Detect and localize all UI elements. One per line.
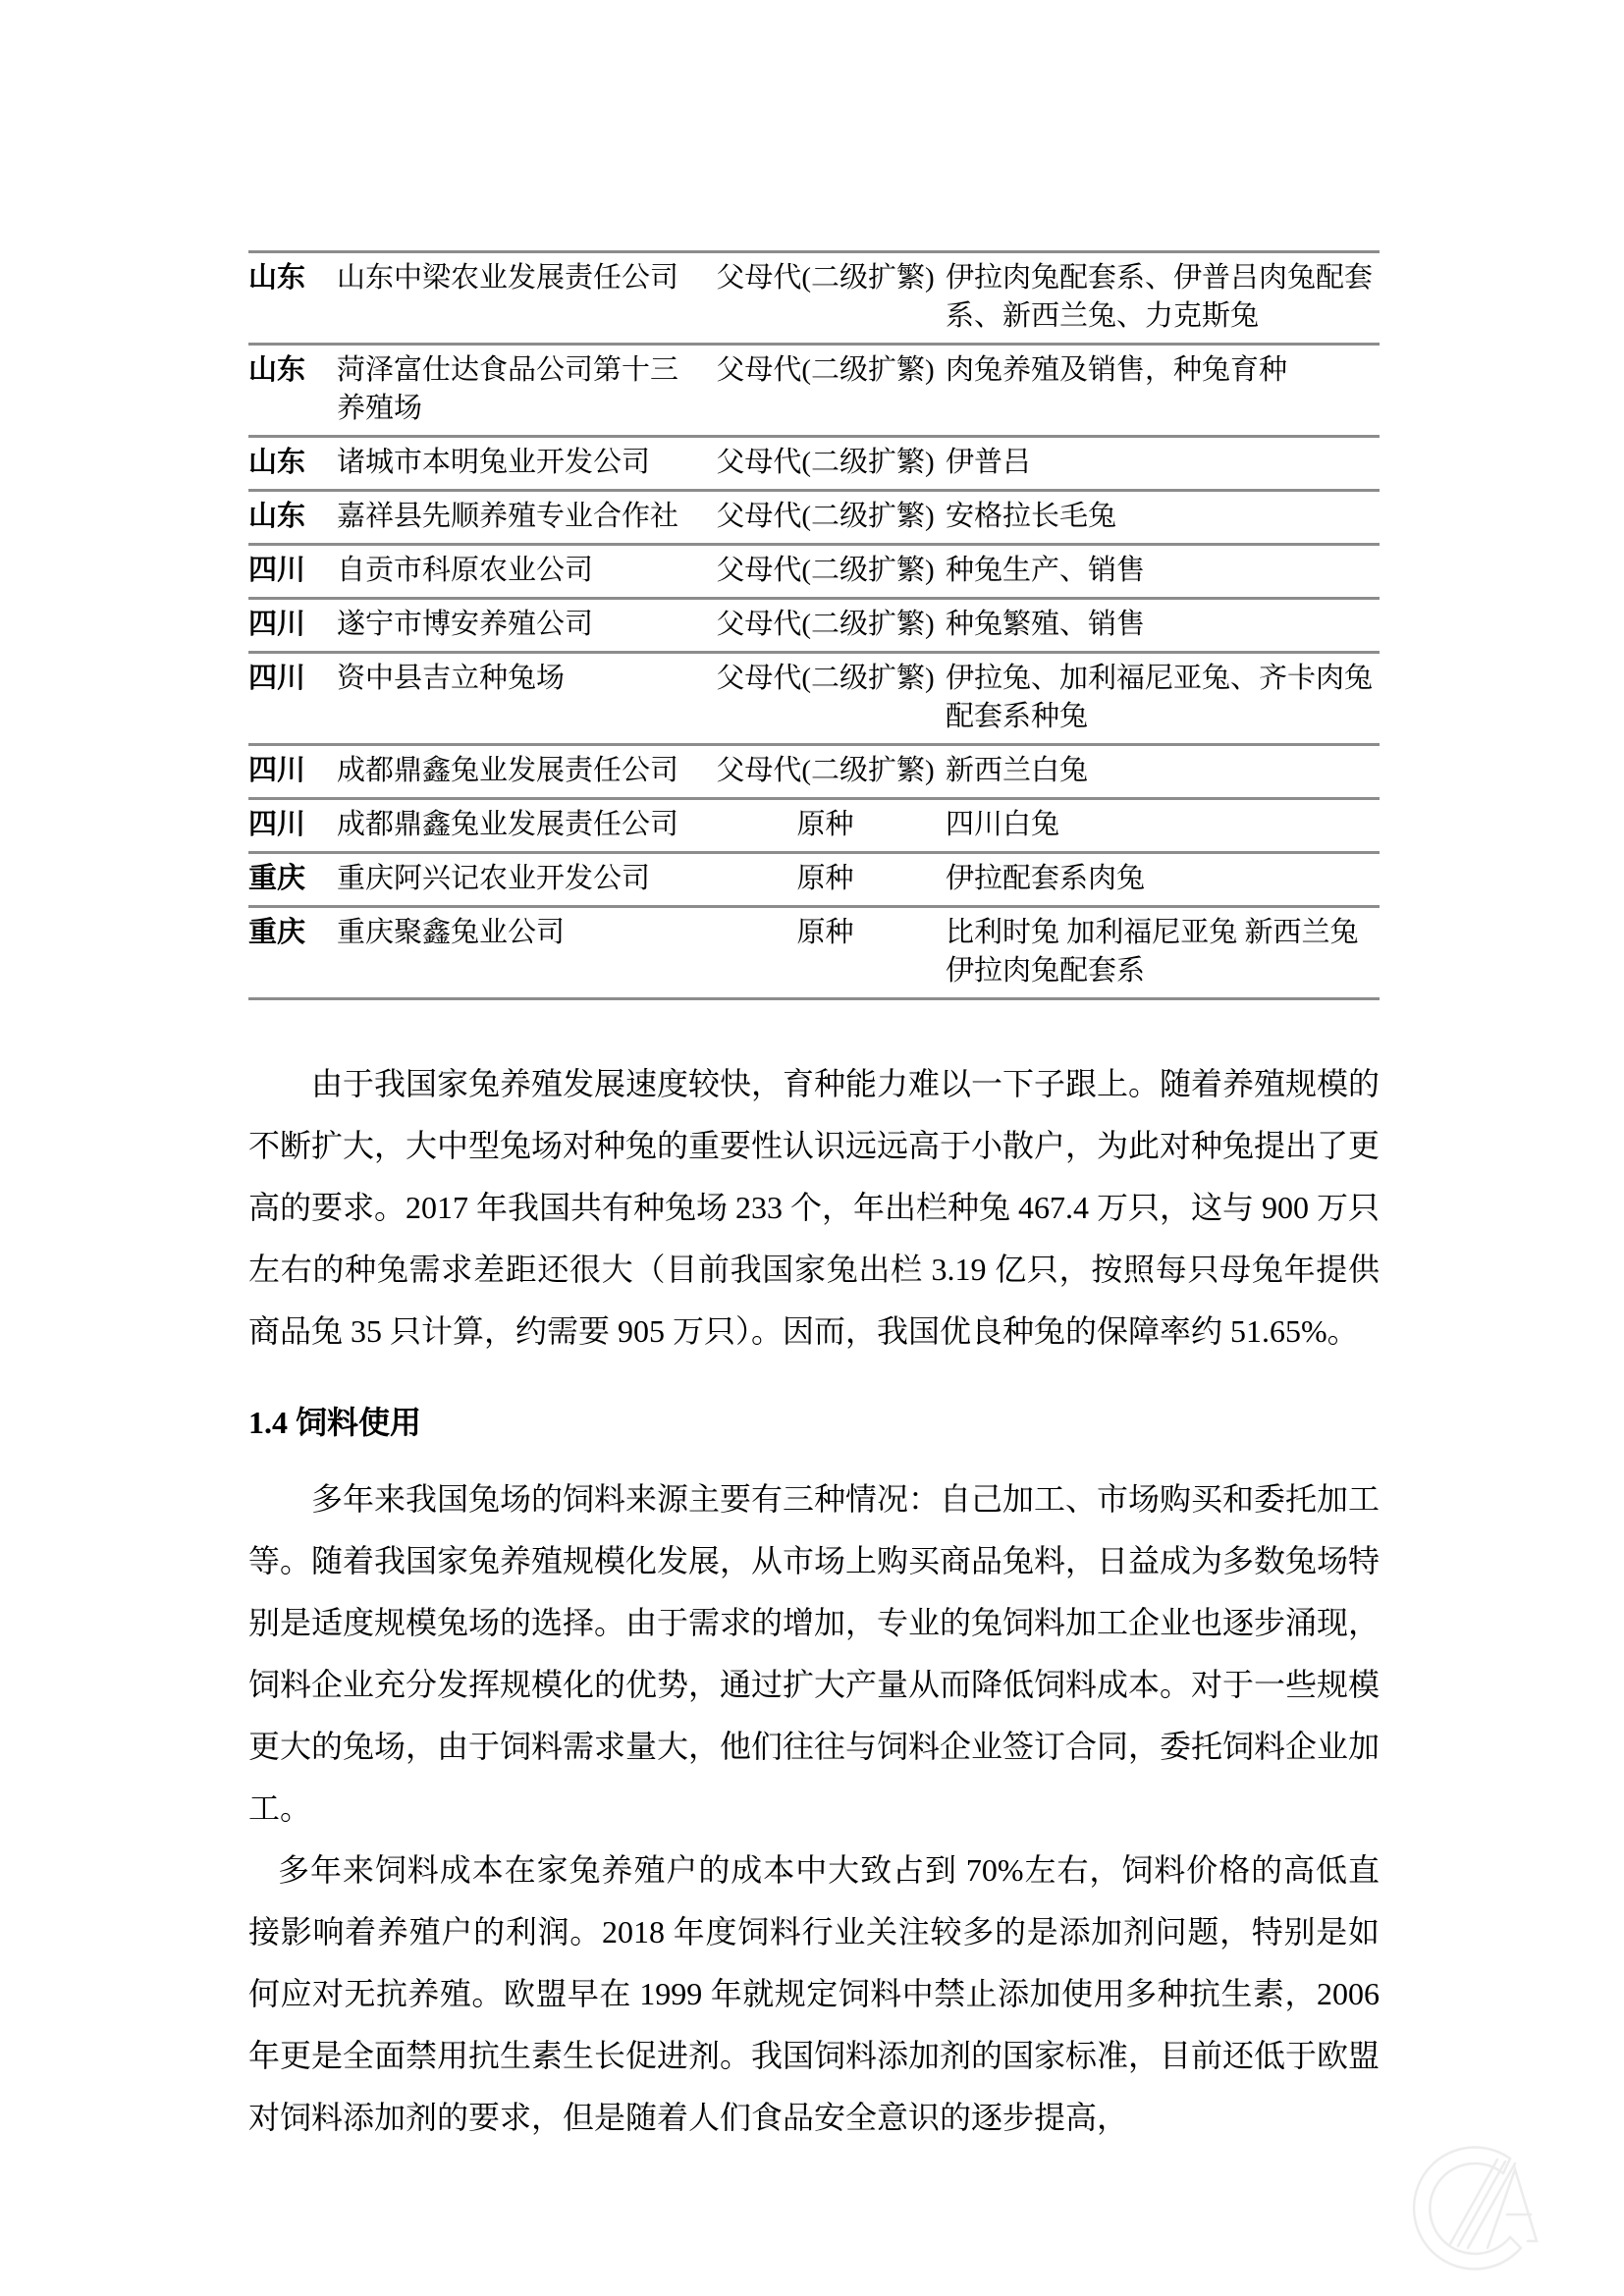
cell-province: 山东 [248,262,306,294]
cell-company: 遂宁市博安养殖公司 [337,609,594,640]
cell-breeding-type: 原种 [796,863,854,894]
cell-breeds: 伊拉配套系肉兔 [946,863,1146,894]
table-row [248,907,1380,999]
cell-company: 自贡市科原农业公司 [337,555,594,586]
cell-breeding-type: 原种 [796,917,854,948]
cell-province: 重庆 [248,863,306,894]
cell-province: 山东 [248,354,306,386]
cell-province: 山东 [248,447,306,478]
cell-province: 四川 [248,663,306,694]
cell-province: 四川 [248,555,306,586]
cell-breeding-type: 父母代(二级扩繁) [716,447,935,478]
cell-company: 重庆阿兴记农业开发公司 [337,863,651,894]
table-row [248,799,1380,853]
paragraph-feed-cost: 多年来饲料成本在家兔养殖户的成本中大致占到 70%左右，饲料价格的高低直接影响着养殖户的利润。2018 年度饲料行业关注较多的是添加剂问题，特别是如何应对无抗养殖。欧盟早在 1999 年就规定饲料中禁止添加使用多种抗生素，2006 年更是全面禁用抗生素生长促进剂。我国饲料添加剂的国家标准，目前还低于欧盟对饲料添加剂的要求，但是随着人们食品安全意识的逐步提高， [248,1852,1380,2135]
cell-province: 四川 [248,609,306,640]
table-row [248,545,1380,599]
cell-breeding-type: 父母代(二级扩繁) [716,755,935,786]
cell-breeds: 种兔生产、销售 [946,555,1146,586]
cell-company: 资中县吉立种兔场 [337,663,566,694]
cell-company: 成都鼎鑫兔业发展责任公司 [337,755,679,786]
cell-breeding-type: 父母代(二级扩繁) [716,663,935,694]
table-row [248,491,1380,545]
cell-breeds: 新西兰白兔 [946,755,1089,786]
cell-breeds: 种兔繁殖、销售 [946,609,1146,640]
cell-company: 重庆聚鑫兔业公司 [337,917,566,948]
cell-breeding-type: 父母代(二级扩繁) [716,354,935,386]
cell-breeding-type: 父母代(二级扩繁) [716,501,935,532]
cell-province: 四川 [248,809,306,840]
cell-breeds: 四川白兔 [946,809,1060,840]
cell-province: 山东 [248,501,306,532]
breeder-table-body [248,252,1380,999]
cell-breeds: 伊普吕 [946,447,1032,478]
cell-breeds: 比利时兔 加利福尼亚兔 新西兰兔 伊拉肉兔配套系 [946,917,1359,987]
paragraph-feed-sources: 多年来我国兔场的饲料来源主要有三种情况：自己加工、市场购买和委托加工等。随着我国家兔养殖规模化发展，从市场上购买商品兔料，日益成为多数兔场特别是适度规模兔场的选择。由于需求的增加，专业的兔饲料加工企业也逐步涌现，饲料企业充分发挥规模化的优势，通过扩大产量从而降低饲料成本。对于一些规模更大的兔场，由于饲料需求量大，他们往往与饲料企业签订合同，委托饲料企业加工。 [248,1481,1380,1826]
table-row [248,599,1380,653]
cell-province: 四川 [248,755,306,786]
cell-company: 诸城市本明兔业开发公司 [337,447,651,478]
table-row [248,853,1380,907]
watermark [1411,2140,1548,2277]
cell-breeds: 伊拉兔、加利福尼亚兔、齐卡肉兔配套系种兔 [946,663,1374,732]
cell-company: 山东中梁农业发展责任公司 [337,262,679,294]
section-heading-feed-usage: 1.4 饲料使用 [248,1405,422,1440]
cell-company: 成都鼎鑫兔业发展责任公司 [337,809,679,840]
table-row [248,745,1380,799]
cell-province: 重庆 [248,917,306,948]
cell-breeds: 伊拉肉兔配套系、伊普吕肉兔配套系、新西兰兔、力克斯兔 [946,262,1374,332]
cell-breeding-type: 父母代(二级扩繁) [716,555,935,586]
table-row [248,437,1380,491]
table-row [248,653,1380,745]
cell-breeds: 肉兔养殖及销售，种兔育种 [946,354,1288,386]
paragraph-breeding-capacity: 由于我国家兔养殖发展速度较快，育种能力难以一下子跟上。随着养殖规模的不断扩大，大中型兔场对种兔的重要性认识远远高于小散户，为此对种兔提出了更高的要求。2017 年我国共有种兔场 233 个，年出栏种兔 467.4 万只，这与 900 万只左右的种兔需求差距还很大（目前我国家兔出栏 3.19 亿只，按照每只母兔年提供商品兔 35 只计算，约需要 905 万只）。因而，我国优良种兔的保障率约 51.65%。 [248,1066,1380,1349]
table-row [248,345,1380,437]
cell-breeding-type: 父母代(二级扩繁) [716,609,935,640]
page-content [248,250,1380,2149]
table-row [248,252,1380,345]
breeder-table [248,250,1380,1000]
cell-breeding-type: 原种 [796,809,854,840]
cla-logo-watermark-icon [1411,2140,1548,2277]
cell-company: 菏泽富仕达食品公司第十三养殖场 [337,354,679,424]
cell-breeding-type: 父母代(二级扩繁) [716,262,935,294]
cell-company: 嘉祥县先顺养殖专业合作社 [337,501,679,532]
cell-breeds: 安格拉长毛兔 [946,501,1117,532]
